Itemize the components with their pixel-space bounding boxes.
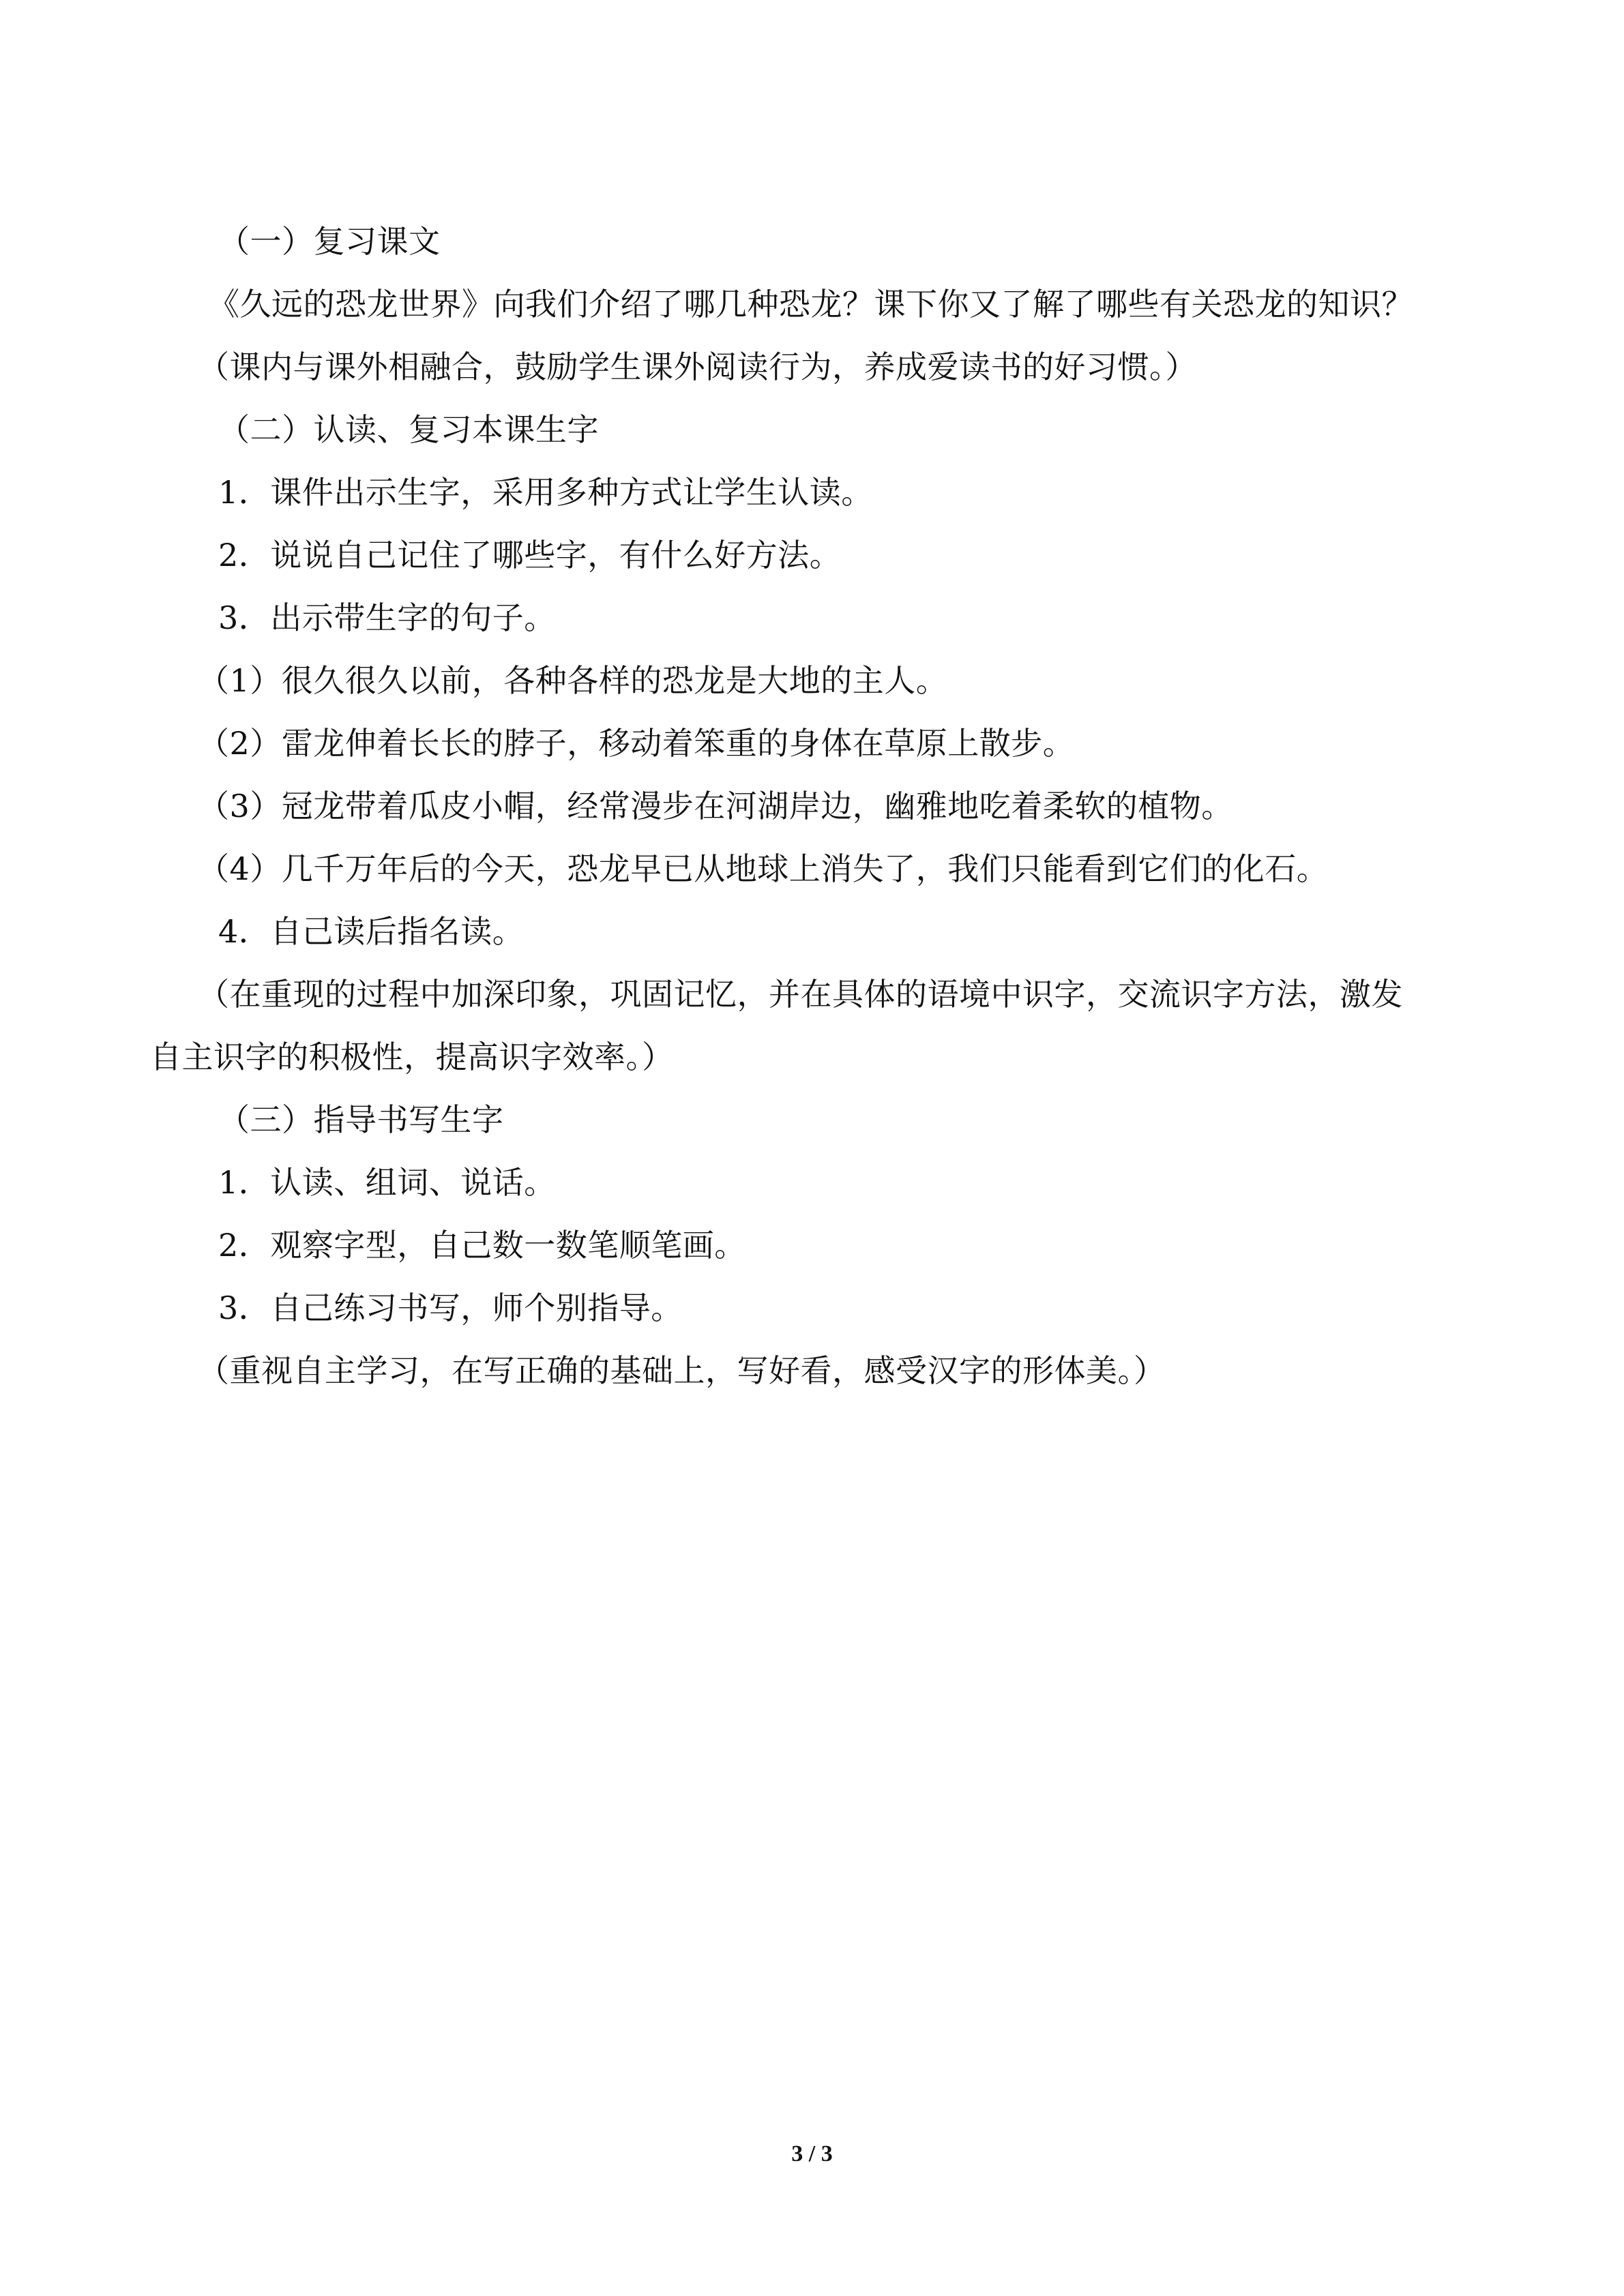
- text-line: （3）冠龙带着瓜皮小帽，经常漫步在河湖岸边，幽雅地吃着柔软的植物。: [198, 788, 1233, 824]
- text-line: （1）很久很久以前，各种各样的恐龙是大地的主人。: [198, 662, 948, 699]
- text-line: 《久远的恐龙世界》向我们介绍了哪几种恐龙？课下你又了解了哪些有关恐龙的知识？: [208, 286, 1413, 323]
- text-line: （二）认读、复习本课生字: [218, 411, 599, 448]
- text-line: 3．自己练习书写，师个别指导。: [218, 1289, 683, 1326]
- text-line: （在重现的过程中加深印象，巩固记忆，并在具体的语境中识字，交流识字方法，激发: [198, 976, 1403, 1013]
- text-line: （课内与课外相融合，鼓励学生课外阅读行为，养成爱读书的好习惯。）: [198, 348, 1197, 385]
- text-line: （三）指导书写生字: [218, 1101, 504, 1138]
- text-line: 2．观察字型，自己数一数笔顺笔画。: [218, 1227, 746, 1264]
- page-number: 3 / 3: [791, 2141, 833, 2166]
- text-line: 3．出示带生字的句子。: [218, 599, 556, 636]
- text-line: （2）雷龙伸着长长的脖子，移动着笨重的身体在草原上散步。: [198, 725, 1075, 762]
- text-line: （一）复习课文: [218, 223, 441, 260]
- text-line: 1．课件出示生字，采用多种方式让学生认读。: [218, 474, 873, 511]
- text-line: 4．自己读后指名读。: [218, 913, 525, 950]
- text-line: 2．说说自己记住了哪些字，有什么好方法。: [218, 537, 842, 573]
- text-line: 1．认读、组词、说话。: [218, 1164, 556, 1201]
- text-line: （4）几千万年后的今天，恐龙早已从地球上消失了，我们只能看到它们的化石。: [198, 850, 1329, 887]
- text-line: （重视自主学习，在写正确的基础上，写好看，感受汉字的形体美。）: [198, 1352, 1166, 1389]
- document-body: [150, 210, 1473, 1402]
- text-line: 自主识字的积极性，提高识字效率。）: [150, 1039, 674, 1075]
